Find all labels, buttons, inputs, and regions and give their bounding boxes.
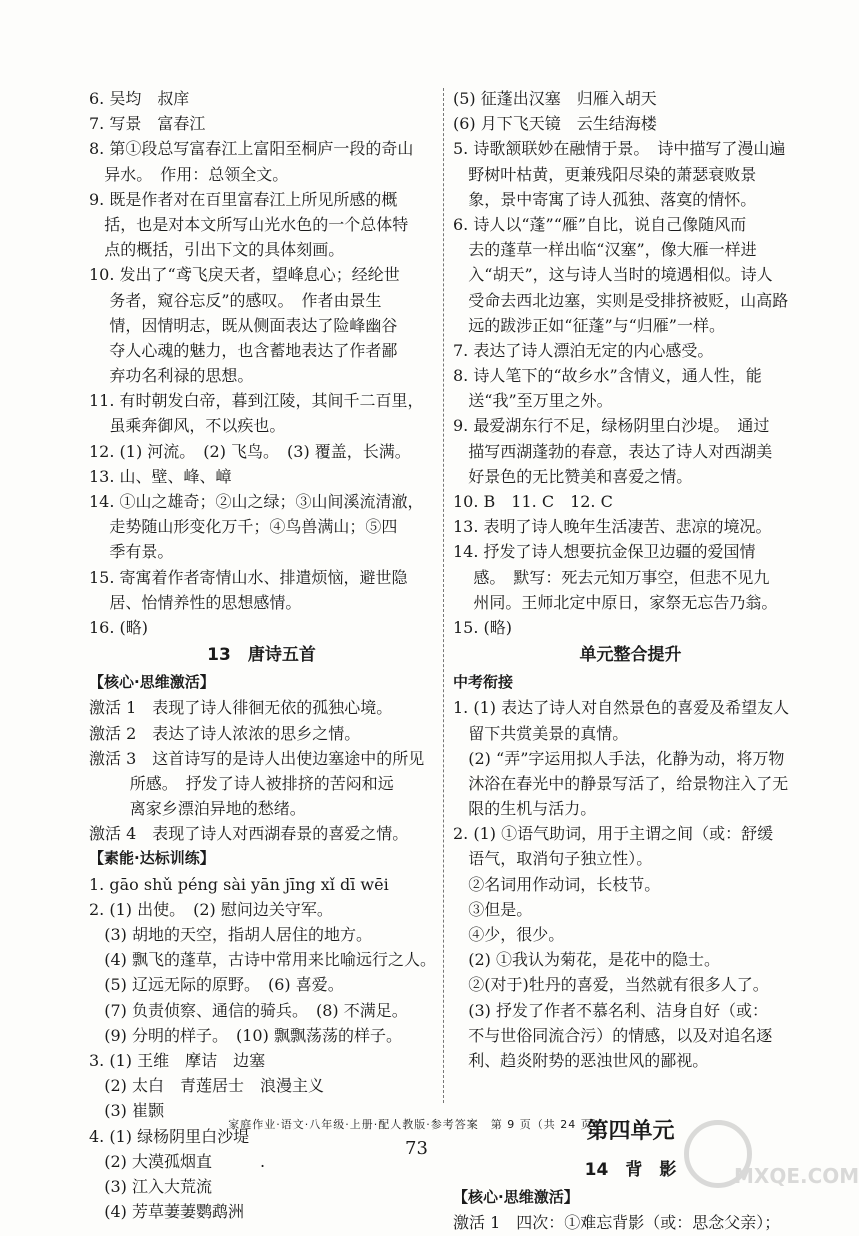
answer-line: 2. (1) 出使。 (2) 慰问边关守军。	[89, 899, 333, 919]
answer-line: (2) 大漠孤烟直 .	[89, 1151, 266, 1171]
answer-line: (5) 辽远无际的原野。 (6) 喜爱。	[89, 975, 344, 995]
subsection-heading: 【核心·思维激活】	[89, 673, 215, 692]
answer-line: 弃功名利禄的思想。	[89, 366, 254, 386]
answer-line: 入“胡天”，这与诗人当时的境遇相似。诗人	[453, 265, 773, 285]
answer-line: 走势随山形变化万千；④鸟兽满山；⑤四	[89, 517, 398, 537]
answer-line: 14. ①山之雄奇；②山之绿；③山间溪流清澈，	[89, 492, 424, 511]
answer-line: 10. B 11. C 12. C	[453, 492, 613, 511]
answer-line: (2) 太白 青莲居士 浪漫主义	[89, 1076, 325, 1096]
answer-line: 夺人心魂的魅力，也含蓄地表达了作者鄙	[89, 340, 398, 360]
answer-line: 7. 写景 富春江	[89, 114, 206, 134]
answer-line: 激活 4 表现了诗人对西湖春景的喜爱之情。	[89, 824, 409, 844]
answer-line: 9. 既是作者对在百里富春江上所见所感的概	[89, 189, 398, 209]
answer-line: 7. 表达了诗人漂泊无定的内心感受。	[453, 340, 714, 360]
answer-line: 限的生机与活力。	[453, 799, 597, 819]
answer-line: 季有景。	[89, 542, 174, 562]
answer-line: 野树叶枯黄，更兼残阳尽染的萧瑟衰败景	[453, 164, 757, 184]
answer-line: 点的概括，引出下文的具体刻画。	[89, 240, 345, 260]
subsection-heading: 【素能·达标训练】	[89, 849, 215, 868]
answer-line: 异水。 作用：总领全文。	[89, 164, 289, 184]
answer-line: (3) 江入大荒流	[89, 1176, 213, 1196]
answer-line: 利、趋炎附势的恶浊世风的鄙视。	[453, 1050, 709, 1070]
column-divider	[443, 88, 444, 1103]
answer-line: (6) 月下飞天镜 云生结海楼	[453, 114, 657, 134]
answer-line: 12. (1) 河流。 (2) 飞鸟。 (3) 覆盖，长满。	[89, 441, 411, 461]
answer-line: ③但是。	[453, 899, 533, 919]
answer-line: (9) 分明的样子。 (10) 飘飘荡荡的样子。	[89, 1025, 402, 1045]
answer-line: 15. (略)	[453, 617, 513, 637]
answer-line: 好景色的无比赞美和喜爱之情。	[453, 466, 693, 486]
section-heading: 单元整合提升	[579, 645, 682, 666]
answer-line: 居、怡情养性的思想感情。	[89, 592, 302, 612]
left-column	[89, 86, 437, 1224]
answer-line: ②(对于)牡丹的喜爱，当然就有很多人了。	[453, 975, 769, 995]
answer-line: 沐浴在春光中的静景写活了，给景物注入了无	[453, 773, 789, 793]
answer-line: 4. (1) 绿杨阴里白沙堤	[89, 1126, 250, 1146]
answer-line: 10. 发出了“鸢飞戾天者，望峰息心；经纶世	[89, 265, 400, 285]
answer-line: 15. 寄寓着作者寄情山水、排遣烦恼，避世隐	[89, 567, 408, 587]
answer-line: 远的跋涉正如“征蓬”与“归雁”一样。	[453, 315, 725, 335]
answer-line: 9. 最爱湖东行不足，绿杨阴里白沙堤。 通过	[453, 416, 770, 436]
answer-line: 11. 有时朝发白帝，暮到江陵，其间千二百里，	[89, 391, 424, 411]
answer-line: (4) 飘飞的蓬草，古诗中常用来比喻远行之人。	[89, 950, 437, 970]
answer-line: 不与世俗同流合污）的情感，以及对追名逐	[453, 1025, 773, 1045]
answer-line: 去的蓬草一样出临“汉塞”，像大雁一样进	[453, 240, 757, 260]
page-footer: 家庭作业·语文·八年级·上册·配人教版·参考答案 第 9 页（共 24 页）	[228, 1118, 605, 1131]
answer-line: 州同。王师北定中原日，家祭无忘告乃翁。	[453, 592, 778, 612]
right-column	[453, 86, 808, 1236]
answer-line: (2) ①我认为菊花，是花中的隐士。	[453, 950, 721, 970]
answer-line: (5) 征蓬出汉塞 归雁入胡天	[453, 89, 657, 108]
answer-line: 6. 诗人以“蓬”“雁”自比，说自己像随风而	[453, 214, 747, 234]
answer-line: (4) 芳草萋萋鹦鹉洲	[89, 1202, 245, 1222]
answer-line: 16. (略)	[89, 617, 149, 637]
answer-line: 括，也是对本文所写山光水色的一个总体特	[89, 214, 409, 234]
answer-line: 语气，取消句子独立性）。	[453, 849, 653, 869]
answer-line: 1. gāo shǔ péng sài yān jīng xǐ dī wēi	[89, 874, 389, 894]
answer-line: 13. 山、壁、峰、嶂	[89, 466, 232, 486]
answer-line: (3) 崔颢	[89, 1101, 165, 1121]
page-number: 73	[405, 1138, 428, 1159]
answer-line: 激活 1 表现了诗人徘徊无依的孤独心境。	[89, 698, 393, 718]
answer-line: 3. (1) 王维 摩诘 边塞	[89, 1050, 266, 1070]
subsection-heading: 【核心·思维激活】	[453, 1188, 579, 1207]
answer-line: 描写西湖蓬勃的春意，表达了诗人对西湖美	[453, 441, 773, 461]
answer-line: 留下共赏美景的真情。	[453, 723, 629, 743]
section-heading: 13 唐诗五首	[207, 645, 316, 666]
answer-line: ④少，很少。	[453, 925, 565, 944]
answer-line: ②名词用作动词，长枝节。	[453, 874, 661, 894]
watermark-text: MXQE.COM	[734, 1164, 859, 1188]
answer-line: 8. 第①段总写富春江上富阳至桐庐一段的奇山	[89, 139, 414, 159]
section-heading: 第四单元	[586, 1119, 675, 1145]
answer-line: 感。 默写：死去元知万事空，但悲不见九	[453, 567, 770, 587]
answer-line: (7) 负责侦察、通信的骑兵。 (8) 不满足。	[89, 1000, 408, 1020]
answer-line: 8. 诗人笔下的“故乡水”含情义，通人性，能	[453, 366, 762, 386]
answer-line: (3) 抒发了作者不慕名利、洁身自好（或：	[453, 1000, 769, 1020]
answer-line: 激活 1 四次：①难忘背影（或：思念父亲）；	[453, 1213, 781, 1233]
answer-line: 13. 表明了诗人晚年生活凄苦、悲凉的境况。	[453, 517, 772, 537]
answer-line: 所感。 抒发了诗人被排挤的苦闷和远	[89, 773, 394, 793]
answer-line: 6. 吴均 叔庠	[89, 89, 190, 108]
answer-line: 14. 抒发了诗人想要抗金保卫边疆的爱国情	[453, 542, 756, 562]
watermark-logo	[684, 1120, 859, 1190]
answer-line: 离家乡漂泊异地的愁绪。	[89, 799, 306, 819]
answer-line: 受命去西北边塞，实则是受排挤被贬，山高路	[453, 290, 789, 310]
answer-line: 象，景中寄寓了诗人孤独、落寞的情怀。	[453, 189, 757, 209]
answer-line: 虽乘奔御风，不以疾也。	[89, 416, 286, 436]
answer-line: (3) 胡地的天空，指胡人居住的地方。	[89, 925, 373, 944]
answer-line: (2) “弄”字运用拟人手法，化静为动，将万物	[453, 748, 785, 768]
answer-line: 5. 诗歌颔联妙在融情于景。 诗中描写了漫山遍	[453, 139, 786, 159]
answer-line: 2. (1) ①语气助词，用于主谓之间（或：舒缓	[453, 824, 774, 844]
subsection-heading: 中考衔接	[453, 673, 514, 692]
answer-line: 情，因情明志，既从侧面表达了险峰幽谷	[89, 315, 398, 335]
answer-line: 务者，窥谷忘反”的感叹。 作者由景生	[89, 290, 382, 310]
answer-line: 1. (1) 表达了诗人对自然景色的喜爱及希望友人	[453, 698, 790, 718]
answer-line: 激活 2 表达了诗人浓浓的思乡之情。	[89, 723, 361, 743]
answer-line: 激活 3 这首诗写的是诗人出使边塞途中的所见	[89, 748, 425, 768]
section-heading: 14 背 影	[584, 1160, 677, 1181]
answer-line: 送“我”至万里之外。	[453, 391, 613, 411]
